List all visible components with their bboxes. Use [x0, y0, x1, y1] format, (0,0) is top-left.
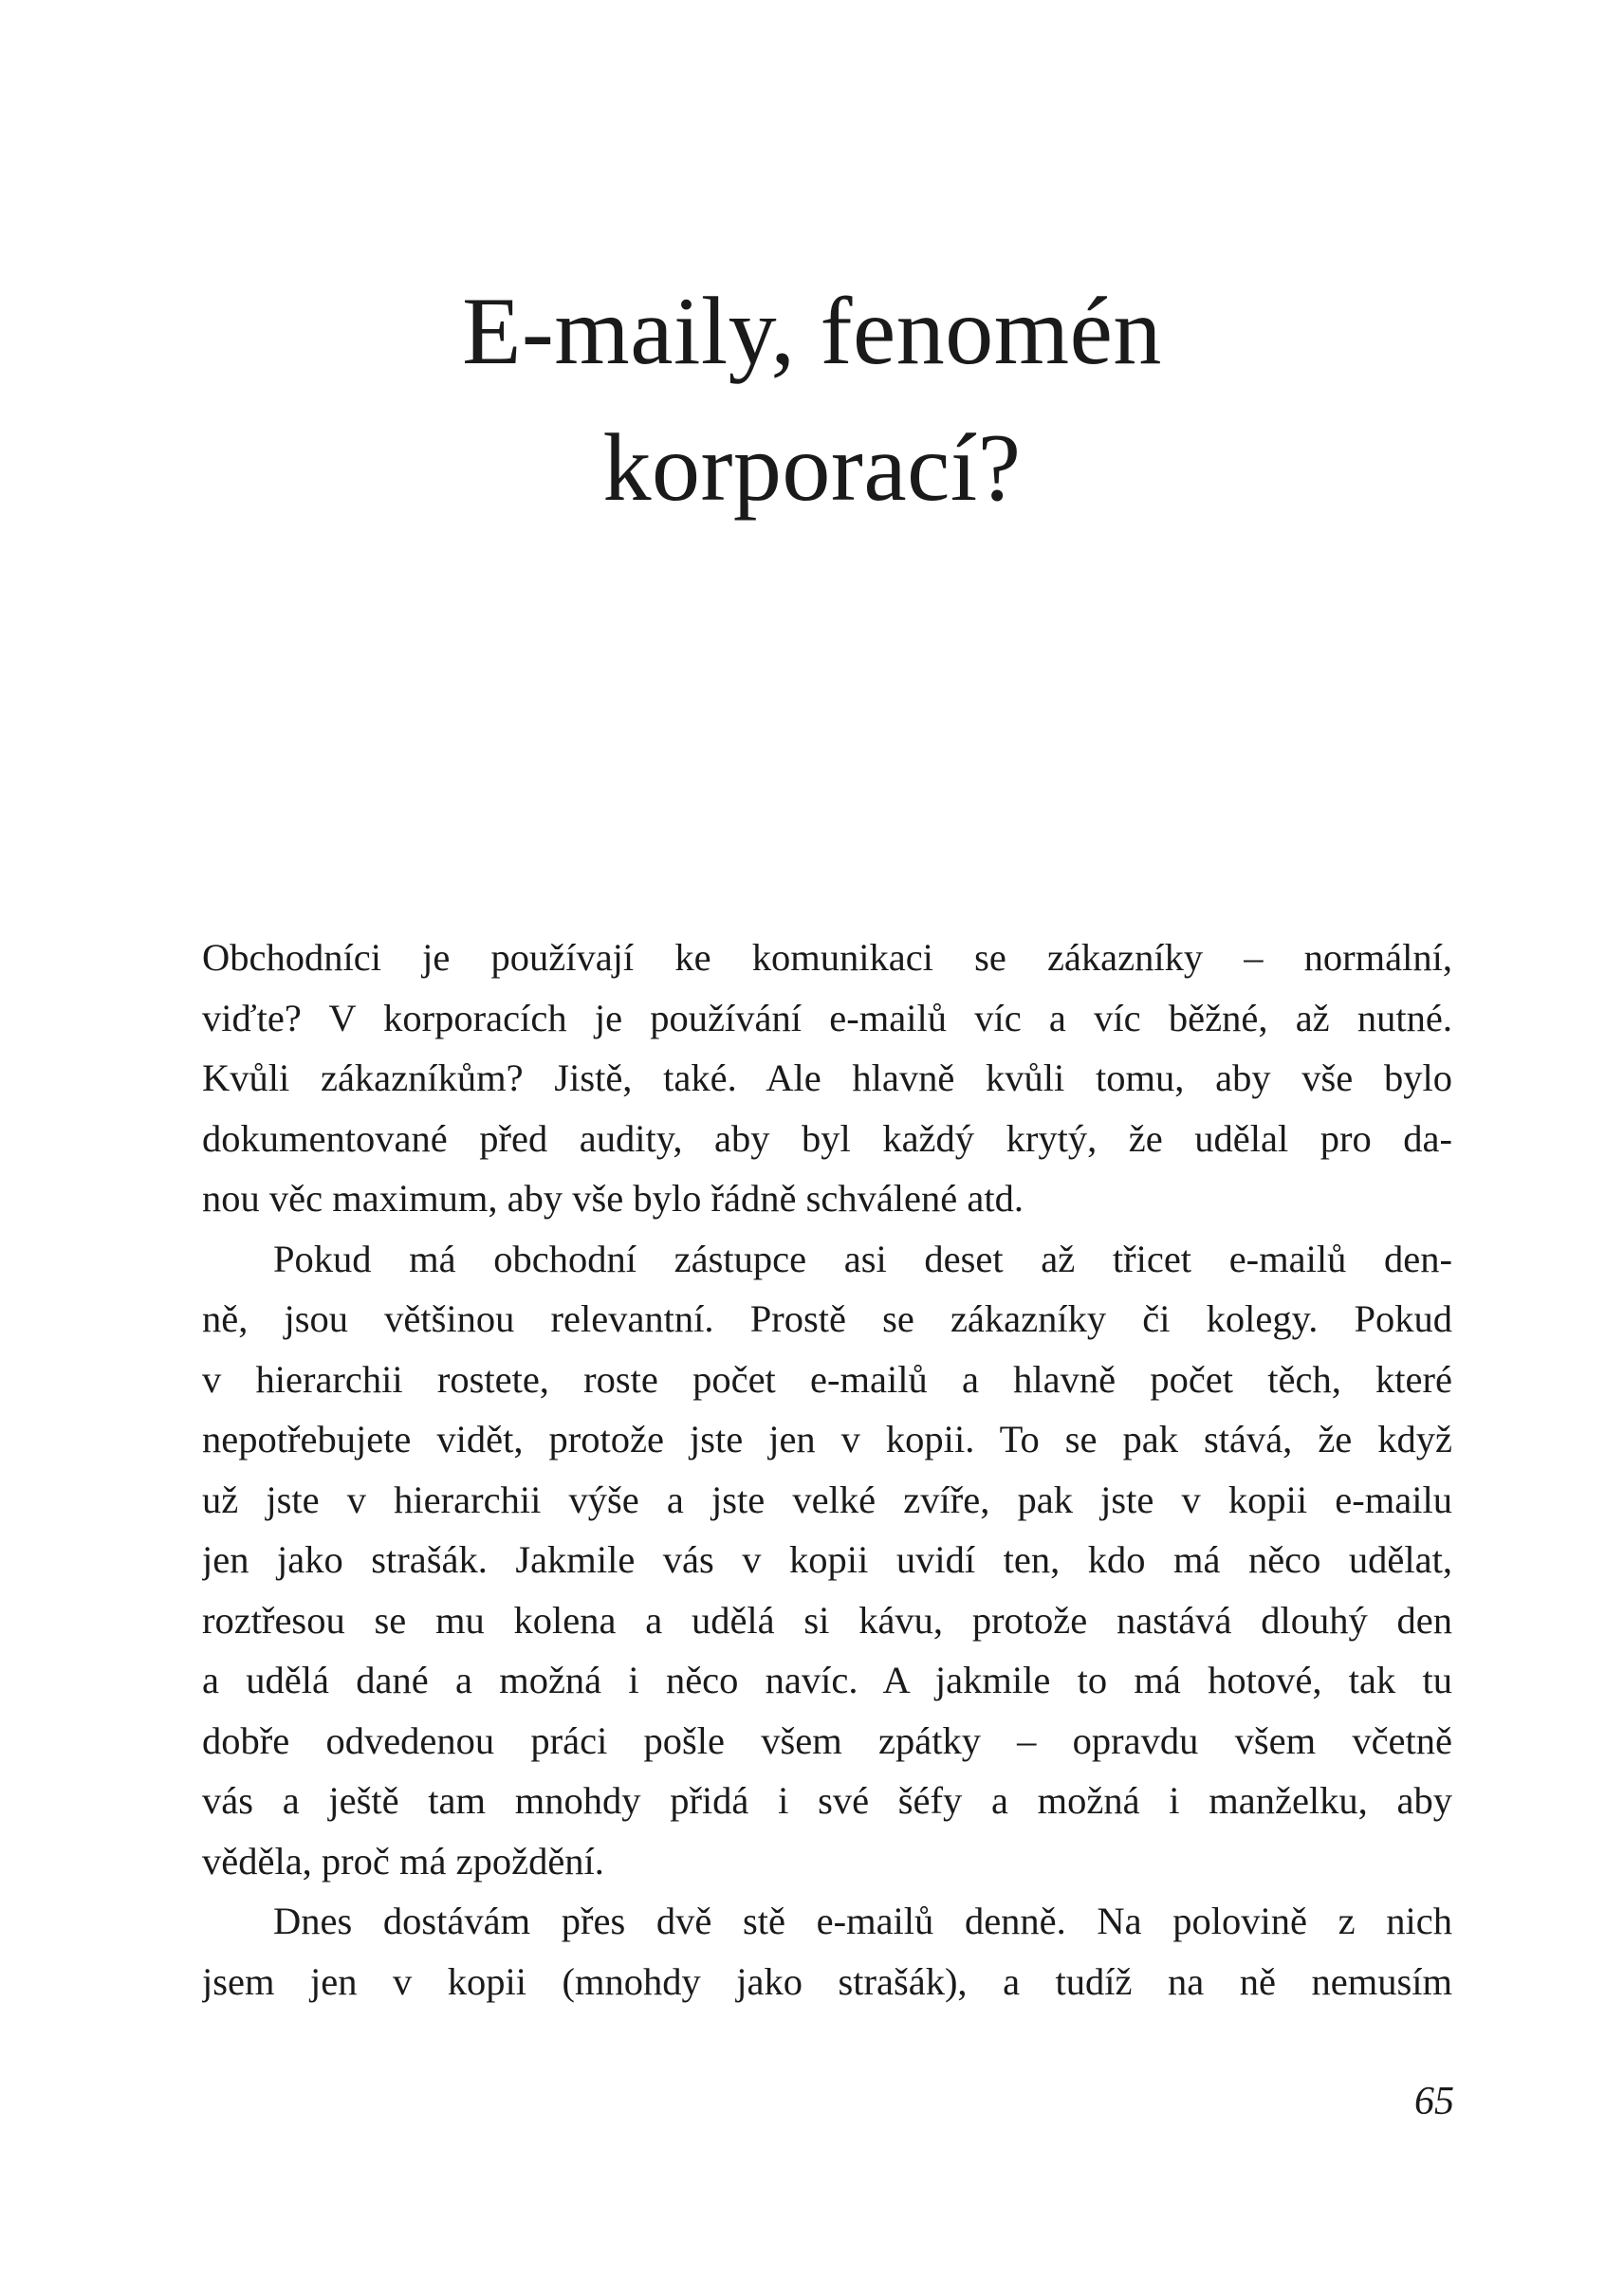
- body-text: [202, 928, 1452, 2011]
- text-line: Pokud má obchodní zástupce asi deset až třicet e-mailů den-: [273, 1237, 1452, 1280]
- text-line: Obchodníci je používají ke komunikaci se zákazníky – normální,: [202, 936, 1452, 979]
- text-line: jsem jen v kopii (mnohdy jako strašák), a tudíž na ně nemusím: [202, 1959, 1452, 2003]
- text-line: věděla, proč má zpoždění.: [202, 1839, 604, 1883]
- text-line: Dnes dostávám přes dvě stě e-mailů denně. Na polovině z nich: [273, 1900, 1452, 1942]
- text-line: nepotřebujete vidět, protože jste jen v kopii. To se pak stává, že když: [202, 1418, 1452, 1460]
- text-line: nou věc maximum, aby vše bylo řádně schválené atd.: [202, 1177, 1024, 1220]
- text-line: dokumentované před audity, aby byl každý krytý, že udělal pro da-: [202, 1116, 1452, 1160]
- text-line: ně, jsou většinou relevantní. Prostě se zákazníky či kolegy. Pokud: [202, 1297, 1452, 1340]
- page-number: 65: [1414, 2080, 1454, 2123]
- text-line: roztřesou se mu kolena a udělá si kávu, protože nastává dlouhý den: [202, 1598, 1452, 1642]
- text-line: jen jako strašák. Jakmile vás v kopii uvidí ten, kdo má něco udělat,: [202, 1538, 1452, 1581]
- text-line: a udělá dané a možná i něco navíc. A jakmile to má hotové, tak tu: [202, 1659, 1452, 1701]
- text-line: Kvůli zákazníkům? Jistě, také. Ale hlavně kvůli tomu, aby vše bylo: [202, 1056, 1452, 1099]
- text-line: vás a ještě tam mnohdy přidá i své šéfy a možná i manželku, aby: [202, 1779, 1452, 1822]
- chapter-title: [0, 264, 1624, 537]
- text-line: v hierarchii rostete, roste počet e-mailů a hlavně počet těch, které: [202, 1357, 1452, 1401]
- chapter-title-line-1: E-maily, fenomén: [462, 278, 1162, 385]
- chapter-title-line-2: korporací?: [602, 414, 1022, 522]
- text-line: už jste v hierarchii výše a jste velké zvíře, pak jste v kopii e-mailu: [202, 1478, 1452, 1521]
- text-line: dobře odvedenou práci pošle všem zpátky – opravdu všem včetně: [202, 1718, 1452, 1762]
- text-line: viďte? V korporacích je používání e-mailů víc a víc běžné, až nutné.: [202, 996, 1452, 1039]
